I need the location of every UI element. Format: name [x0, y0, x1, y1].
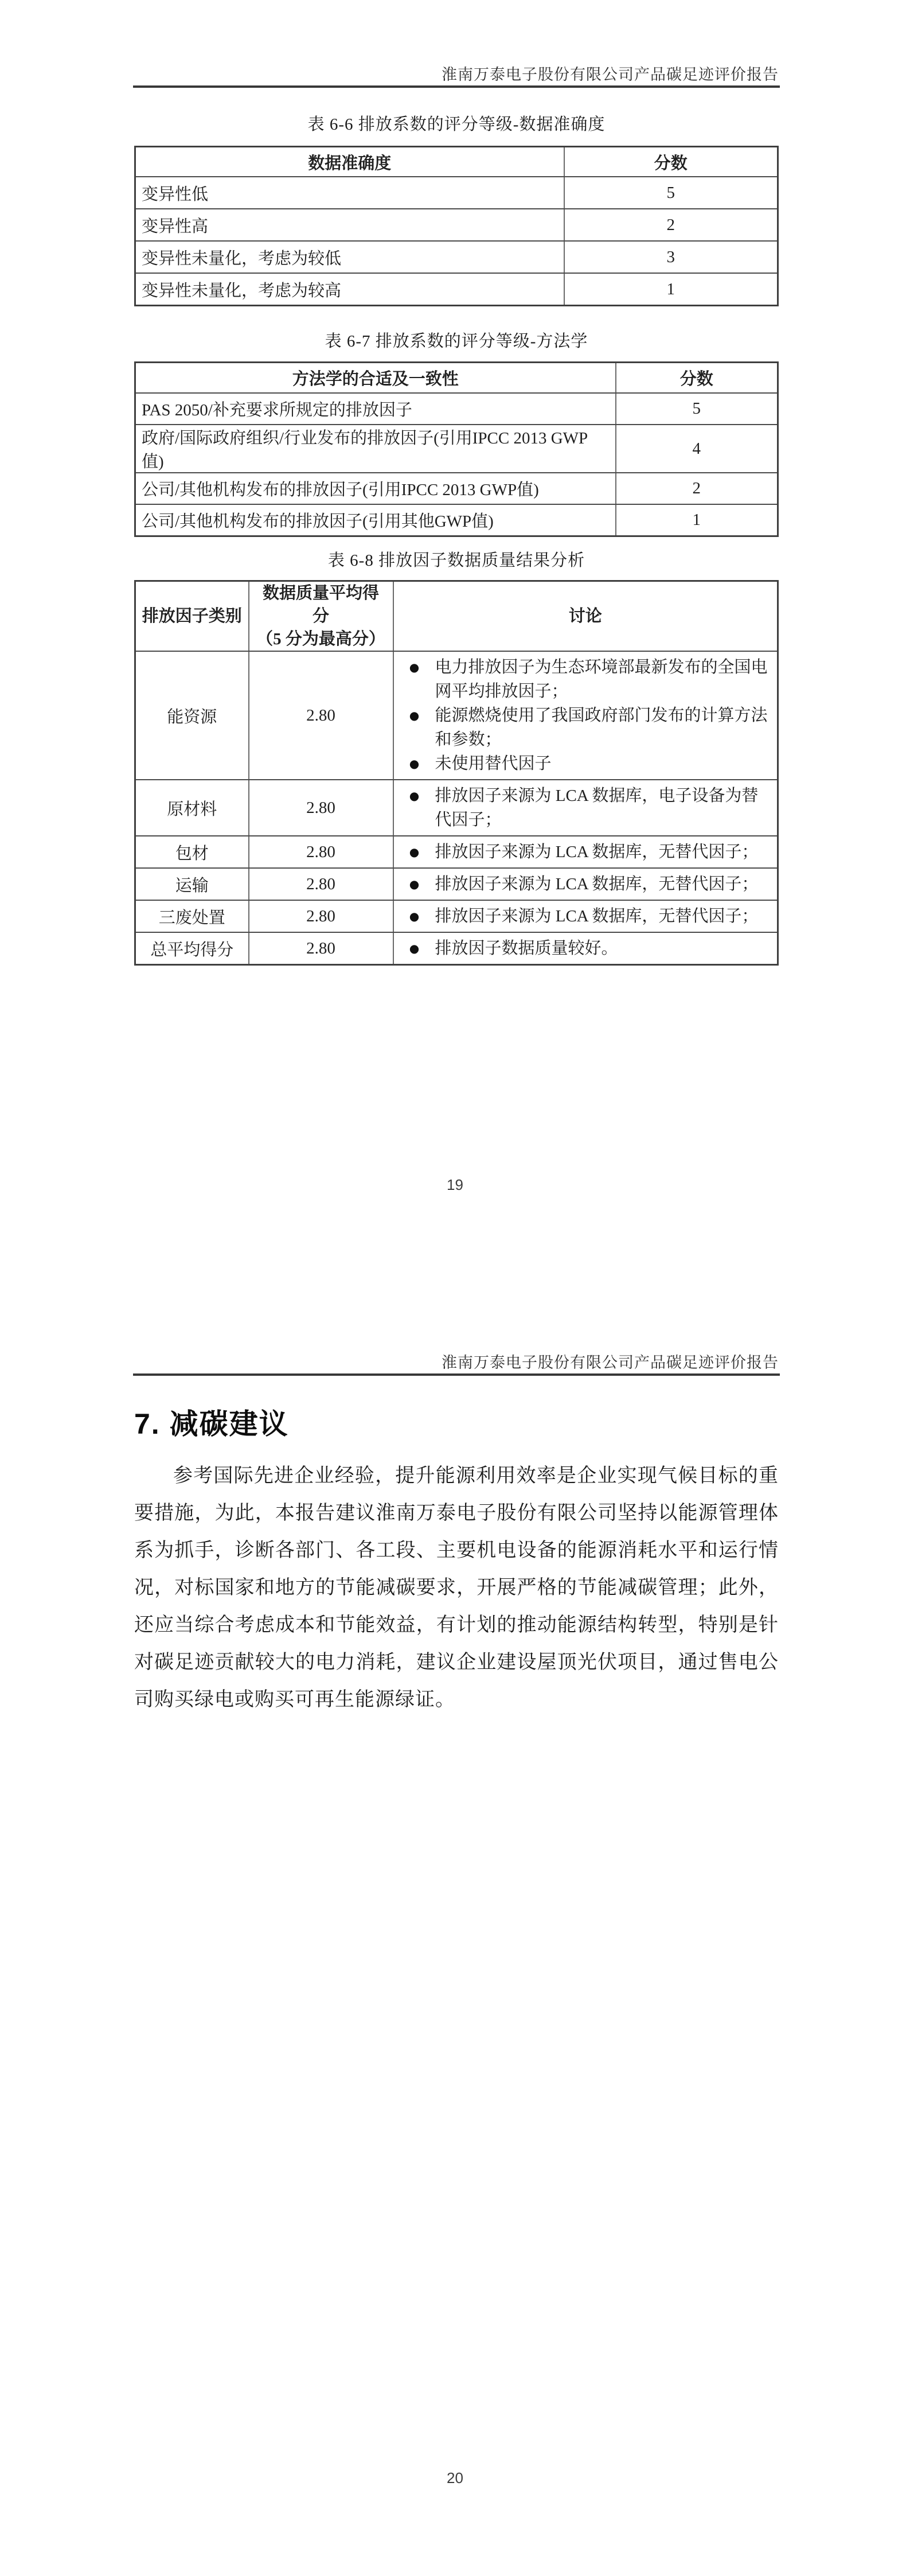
column-header-score: 分数	[616, 363, 778, 394]
discussion-cell	[393, 868, 778, 900]
score-cell: 2	[564, 209, 778, 241]
bullet-text: 未使用替代因子	[435, 754, 552, 773]
category-cell: 原材料	[135, 780, 249, 836]
bullet-icon: ●	[409, 941, 420, 955]
bullet-icon: ●	[409, 909, 420, 923]
table-row	[135, 932, 778, 965]
table-row	[135, 836, 778, 868]
bullet-item	[394, 784, 775, 832]
avg-score-header-line1: 数据质量平均得分	[262, 584, 379, 625]
discussion-cell	[393, 932, 778, 965]
page-number: 20	[447, 2469, 463, 2486]
bullet-icon: ●	[409, 877, 420, 891]
column-header-discussion: 讨论	[393, 581, 778, 652]
table-row	[135, 393, 778, 425]
score-cell: 5	[616, 393, 778, 425]
score-cell: 2.80	[249, 868, 393, 900]
column-header-factor-category: 排放因子类别	[135, 581, 249, 652]
category-cell: 总平均得分	[135, 932, 249, 965]
table-6-7	[134, 361, 779, 537]
table-row	[135, 651, 778, 780]
bullet-item	[394, 752, 775, 776]
bullet-text: 能源燃烧使用了我国政府部门发布的计算方法和参数；	[435, 706, 768, 749]
table-6-6-header-row	[135, 147, 778, 177]
bullet-icon: ●	[409, 660, 420, 674]
table-row	[135, 900, 778, 932]
table-row	[135, 425, 778, 473]
table-6-8-title: 表 6-8 排放因子数据质量结果分析	[327, 551, 585, 570]
table-6-8-header-row	[135, 581, 778, 652]
criterion-cell: 公司/其他机构发布的排放因子(引用IPCC 2013 GWP值)	[135, 473, 616, 504]
criterion-cell: 变异性未量化，考虑为较高	[135, 273, 564, 306]
bullet-text: 排放因子来源为 LCA 数据库，无替代因子；	[435, 843, 759, 861]
category-cell: 运输	[135, 868, 249, 900]
criterion-cell: 变异性未量化，考虑为较低	[135, 241, 564, 273]
column-header-score: 分数	[564, 147, 778, 177]
column-header-accuracy: 数据准确度	[135, 147, 564, 177]
criterion-cell: PAS 2050/补充要求所规定的排放因子	[135, 393, 616, 425]
score-cell: 2.80	[249, 836, 393, 868]
avg-score-header-line2: （5 分为最高分）	[256, 630, 385, 648]
header-rule	[133, 1373, 780, 1376]
bullet-text: 排放因子来源为 LCA 数据库，电子设备为替代因子；	[435, 787, 759, 829]
score-cell: 1	[616, 504, 778, 536]
score-cell: 2	[616, 473, 778, 504]
score-cell: 2.80	[249, 651, 393, 780]
score-cell: 2.80	[249, 932, 393, 965]
bullet-icon: ●	[409, 757, 420, 771]
bullet-item	[394, 904, 775, 928]
report-header: 淮南万泰电子股份有限公司产品碳足迹评价报告	[442, 1354, 779, 1371]
table-row	[135, 273, 778, 306]
table-6-6-title: 表 6-6 排放系数的评分等级-数据准确度	[307, 115, 606, 134]
body-paragraph: 参考国际先进企业经验，提升能源利用效率是企业实现气候目标的重要措施，为此，本报告建议淮南万泰电子股份有限公司坚持以能源管理体系为抓手，诊断各部门、各工段、主要机电设备的能源消耗水平和运行情况，对标国家和地方的节能减碳要求，开展严格的节能减碳管理；此外，还应当综合考虑成本和节能效益，有计划的推动能源结构转型，特别是针对碳足迹贡献较大的电力消耗，建议企业建设屋顶光伏项目，通过售电公司购买绿电或购买可再生能源绿证。	[134, 1465, 779, 1710]
score-cell: 2.80	[249, 900, 393, 932]
bullet-text: 电力排放因子为生态环境部最新发布的全国电网平均排放因子；	[435, 658, 768, 701]
discussion-cell	[393, 651, 778, 780]
table-6-8	[134, 580, 779, 966]
table-6-6	[134, 146, 779, 306]
header-rule	[133, 85, 780, 88]
score-cell: 2.80	[249, 780, 393, 836]
discussion-cell	[393, 836, 778, 868]
report-header: 淮南万泰电子股份有限公司产品碳足迹评价报告	[442, 66, 779, 83]
bullet-item	[394, 872, 775, 896]
column-header-avg-score	[249, 581, 393, 652]
bullet-icon: ●	[409, 789, 420, 803]
bullet-item	[394, 703, 775, 752]
table-6-7-header-row	[135, 363, 778, 394]
bullet-icon: ●	[409, 845, 420, 859]
bullet-text: 排放因子来源为 LCA 数据库，无替代因子；	[435, 875, 759, 893]
score-cell: 3	[564, 241, 778, 273]
discussion-cell	[393, 780, 778, 836]
category-cell: 三废处置	[135, 900, 249, 932]
category-cell: 包材	[135, 836, 249, 868]
score-cell: 5	[564, 177, 778, 209]
column-header-methodology: 方法学的合适及一致性	[135, 363, 616, 394]
table-row	[135, 473, 778, 504]
table-row	[135, 177, 778, 209]
table-row	[135, 868, 778, 900]
bullet-item	[394, 655, 775, 703]
table-row	[135, 241, 778, 273]
criterion-cell: 公司/其他机构发布的排放因子(引用其他GWP值)	[135, 504, 616, 536]
criterion-cell: 变异性低	[135, 177, 564, 209]
section-title: 7. 减碳建议	[134, 1408, 289, 1440]
discussion-cell	[393, 900, 778, 932]
bullet-icon: ●	[409, 709, 420, 722]
criterion-cell: 变异性高	[135, 209, 564, 241]
table-row	[135, 780, 778, 836]
bullet-text: 排放因子数据质量较好。	[435, 939, 618, 958]
table-row	[135, 209, 778, 241]
criterion-cell: 政府/国际政府组织/行业发布的排放因子(引用IPCC 2013 GWP值)	[135, 425, 616, 473]
bullet-item	[394, 936, 775, 960]
table-6-7-title: 表 6-7 排放系数的评分等级-方法学	[325, 332, 588, 351]
score-cell: 4	[616, 425, 778, 473]
bullet-item	[394, 840, 775, 864]
bullet-text: 排放因子来源为 LCA 数据库，无替代因子；	[435, 907, 759, 925]
category-cell: 能资源	[135, 651, 249, 780]
table-row	[135, 504, 778, 536]
score-cell: 1	[564, 273, 778, 306]
page-number: 19	[447, 1176, 463, 1193]
